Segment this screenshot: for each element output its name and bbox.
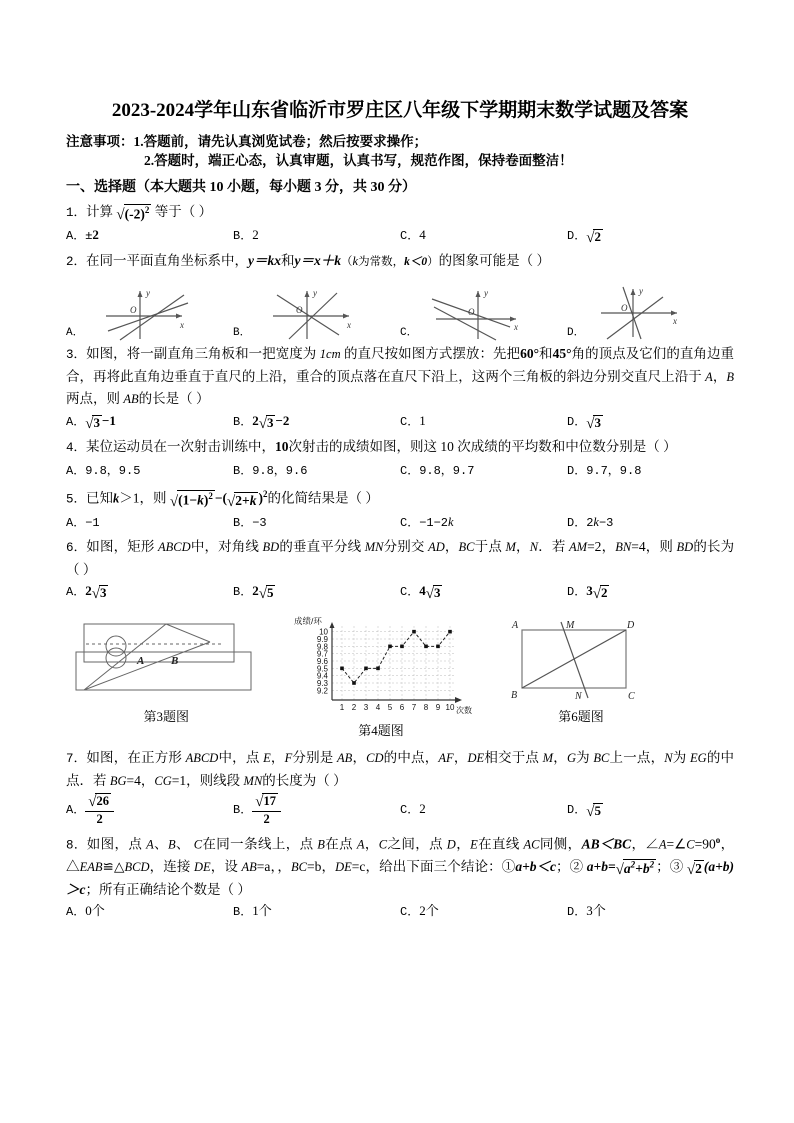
figure-4 (281, 614, 481, 739)
figure-3-label-b: B (170, 654, 178, 667)
q7-option-b[interactable] (233, 792, 400, 828)
q3-option-a[interactable]: A．√3 −1 (66, 413, 116, 432)
q5-radical-2: √2+k (227, 492, 257, 510)
q8-option-d[interactable] (567, 900, 734, 923)
svg-text:9: 9 (435, 702, 441, 712)
question-2-graphs (66, 279, 734, 341)
q7-option-b-label: B． (233, 802, 253, 817)
figure-6-label-a: A (512, 619, 519, 631)
q5-option-d-value: 2k−3 (586, 514, 614, 530)
q8-radical: $√a^2+b^2$ (615, 859, 655, 878)
figure-4-chart (286, 614, 476, 720)
svg-text:6: 6 (399, 702, 405, 712)
q2-graph-a-label: A． (66, 327, 84, 339)
chart-y-axis-label: 成绩/环 (294, 615, 322, 626)
q2-graph-b[interactable] (233, 283, 400, 341)
q8-option-a[interactable] (66, 900, 233, 923)
q3-option-c-value: 1 (419, 413, 426, 428)
q4-option-d[interactable] (567, 459, 734, 482)
q1-option-b-label: B． (233, 229, 253, 243)
q7-option-c-label: C． (400, 802, 420, 817)
q4-option-a-value: 9.8，9.5 (85, 464, 141, 478)
q5-option-a-label: A． (66, 515, 86, 530)
q7-option-c[interactable] (400, 792, 567, 828)
svg-text:x: x (346, 320, 351, 330)
q6-option-a-label: A． (66, 584, 86, 599)
svg-text:1: 1 (339, 702, 345, 712)
svg-text:8: 8 (423, 702, 429, 712)
q3-option-a-label: A． (66, 415, 86, 429)
svg-text:y: y (483, 288, 488, 298)
q1-option-a-label: A． (66, 229, 86, 243)
question-5: 5．已知k＞1，则 $√(1-k)^2 -(√2+k$ )$^2$的化简结果是（ ） (66, 489, 379, 510)
svg-text:O: O (129, 305, 137, 315)
figures-row (66, 614, 734, 739)
svg-text:5: 5 (387, 702, 393, 712)
q8-option-c-value: 2个 (419, 903, 439, 918)
q7-option-a-value: $\frac{√26}{2}$ (85, 793, 114, 826)
svg-text:9.3: 9.3 (316, 678, 328, 688)
svg-text:9.4: 9.4 (316, 671, 328, 681)
q2-graph-a-svg (84, 283, 202, 341)
question-5-number: 5． (66, 492, 87, 507)
q3-option-b-label: B． (233, 415, 253, 429)
q2-graph-d[interactable] (567, 283, 734, 341)
question-4-options (66, 459, 734, 482)
q1-option-d-label: D． (567, 229, 587, 243)
notice-line-1: 注意事项：1.答题前，请先认真浏览试卷；然后按要求操作； (66, 134, 428, 149)
q1-option-c-value: 4 (419, 227, 426, 242)
question-7-options (66, 792, 734, 828)
q3-option-d-value: √3 (586, 415, 601, 432)
q7-option-d-value: √5 (586, 802, 601, 820)
question-7-number: 7． (66, 751, 87, 766)
q8-option-d-label: D． (567, 905, 587, 919)
q2-graph-b-svg (251, 283, 369, 341)
q2-graph-b-label: B． (233, 327, 251, 339)
q6-option-d-value: √2 (592, 584, 608, 602)
q5-option-b-label: B． (233, 515, 253, 530)
q3-option-b[interactable]: B．2√3 −2 (233, 413, 290, 432)
q3-option-d-label: D． (567, 415, 587, 429)
question-6-number: 6． (66, 540, 87, 555)
question-3-options (66, 410, 734, 434)
question-2: 2．在同一平面直角坐标系中，y＝kx和y＝x＋k（k为常数，k＜0）的图象可能是（ ） (66, 253, 550, 269)
q6-option-c-label: C． (400, 584, 420, 599)
svg-text:9.8: 9.8 (316, 641, 328, 651)
q1-option-a-value: ±2 (85, 227, 99, 242)
q3-option-a-value: √3 (85, 415, 100, 432)
q5-option-c[interactable] (400, 511, 567, 534)
svg-text:9.9: 9.9 (316, 634, 328, 644)
q5-option-c-label: C． (400, 515, 420, 530)
q7-option-d-label: D． (567, 802, 587, 817)
svg-text:7: 7 (411, 702, 417, 712)
svg-text:9.5: 9.5 (316, 663, 328, 673)
q1-option-d-radical: √2 (586, 229, 601, 246)
svg-text:9.2: 9.2 (316, 685, 328, 695)
question-1-text-after: 等于（ ） (154, 204, 213, 219)
q6-option-a[interactable]: A．2√3 (66, 582, 107, 602)
figure-6-label-m: M (566, 619, 575, 631)
q2-graph-d-svg (585, 283, 703, 341)
figure-6-label-b: B (511, 689, 518, 701)
q8-option-b[interactable] (233, 900, 400, 923)
q7-option-b-value: $\frac{√17}{2}$ (252, 793, 281, 826)
figure-4-caption: 第4题图 (358, 722, 404, 738)
q2-graph-d-label: D． (567, 327, 585, 339)
question-1-options (66, 224, 734, 248)
question-4-number: 4． (66, 441, 87, 455)
q6-option-a-value: √3 (91, 584, 107, 602)
q4-option-c-value: 9.8，9.7 (419, 464, 475, 478)
question-8-options (66, 900, 734, 923)
question-4: 4．某位运动员在一次射击训练中，10次射击的成绩如图，则这 10 次成绩的平均数和中位数分别是（ ） (66, 439, 677, 455)
q6-option-d[interactable]: D．3√2 (567, 582, 608, 602)
svg-text:4: 4 (375, 702, 381, 712)
q7-option-a[interactable] (66, 792, 233, 828)
svg-text:O: O (295, 305, 303, 315)
q8-option-a-label: A． (66, 905, 86, 919)
q4-option-c[interactable] (400, 459, 567, 482)
q7-option-c-value: 2 (419, 800, 426, 816)
question-5-options (66, 511, 734, 534)
question-3-number: 3． (66, 348, 87, 362)
q8-option-b-label: B． (233, 905, 253, 919)
question-8: 8．如图，点 A、B、 C在同一条线上，点 B在点 A，C之间，点 D，E在直线 AC同侧，AB＜BC，$\angle A=\angle C=90^o$，△EAB≌△BCD，连接 DE，设 AB=a，，BC=b，DE=c，给出下面三个结论：①a+b＜c；② $a+b=√a^2+b^2$ ；③ √2 (a+b)＞c；所有正确结论个数是（ ） (66, 834, 735, 897)
notice-line-2: 2.答题时，端正心态，认真审题，认真书写，规范作图，保持卷面整洁！ (144, 153, 573, 168)
svg-text:O: O (620, 303, 628, 313)
question-2-number: 2． (66, 255, 87, 269)
q7-option-a-label: A． (66, 802, 86, 817)
q2-graph-c-label: C． (400, 327, 418, 339)
question-1-number: 1． (66, 206, 87, 220)
q5-option-b-value: −3 (252, 515, 267, 530)
figure-3 (66, 614, 281, 739)
q4-option-c-label: C． (400, 464, 420, 478)
figure-3-label-a: A (136, 654, 144, 667)
svg-text:x: x (179, 320, 184, 330)
figure-6-svg (496, 614, 666, 706)
q5-option-a[interactable] (66, 511, 233, 534)
q8-option-d-value: 3个 (586, 903, 606, 918)
q6-option-c-value: √3 (425, 584, 441, 602)
svg-text:9.7: 9.7 (316, 649, 328, 659)
q5-radical-1: $√(1-k)^2$ (169, 491, 213, 510)
figure-6-label-n: N (575, 690, 582, 702)
q8-radical-2: √2 (686, 861, 702, 878)
q1-option-a[interactable] (66, 224, 233, 248)
q8-option-c-label: C． (400, 905, 420, 919)
svg-text:y: y (312, 288, 317, 298)
figure-6-label-c: C (628, 690, 635, 702)
q6-option-b[interactable]: B．2√5 (233, 582, 274, 602)
svg-text:3: 3 (363, 702, 369, 712)
page-title: 2023-2024学年山东省临沂市罗庄区八年级下学期期末数学试题及答案 (111, 100, 689, 121)
question-8-number: 8． (66, 838, 87, 852)
svg-text:x: x (672, 316, 677, 326)
q7-option-d[interactable] (567, 792, 734, 828)
q4-option-a-label: A． (66, 464, 86, 478)
q5-option-c-value: −1−2k (419, 514, 454, 530)
q4-option-a[interactable] (66, 459, 233, 482)
q6-option-b-value: √5 (258, 584, 274, 602)
q3-option-d[interactable] (567, 410, 734, 434)
svg-text:10: 10 (445, 702, 455, 712)
q5-option-b[interactable] (233, 511, 400, 534)
q2-graph-c[interactable] (400, 283, 567, 341)
figure-6-label-d: D (627, 619, 635, 631)
q5-option-d[interactable] (567, 511, 734, 534)
q4-option-b-label: B． (233, 464, 253, 478)
q3-option-c-label: C． (400, 415, 420, 429)
chart-x-axis-label: 次数 (456, 705, 472, 715)
figure-6 (481, 614, 681, 739)
question-1 (66, 201, 734, 224)
question-1-text-before: 计算 (86, 204, 114, 219)
q4-option-d-value: 9.7，9.8 (586, 464, 642, 478)
q1-option-c[interactable] (400, 224, 567, 248)
q1-option-b-value: 2 (252, 227, 259, 242)
section-heading: 一、选择题（本大题共 10 小题，每小题 3 分，共 30 分） (66, 180, 416, 195)
svg-text:y: y (638, 286, 643, 296)
question-3: 3．如图，将一副直角三角板和一把宽度为 1cm 的直尺按如图方式摆放：先把60°和45°角的顶点及它们的直角边重合，再将此直角边垂直于直尺的上沿，重合的顶点落在直尺下沿上，这两个三角板的斜边分别交直尺上沿于 A，B两点，则 AB的长是（ ） (66, 346, 735, 406)
q2-graph-c-svg (418, 283, 536, 341)
q5-option-a-value: −1 (85, 515, 100, 530)
question-6-options (66, 580, 734, 604)
svg-text:x: x (513, 322, 518, 332)
figure-3-caption: 第3题图 (143, 708, 190, 724)
q5-option-d-label: D． (567, 515, 587, 530)
q1-option-d[interactable] (567, 224, 734, 248)
q8-option-a-value: 0个 (85, 903, 105, 918)
svg-text:2: 2 (351, 702, 357, 712)
question-6: 6．如图，矩形 ABCD中，对角线 BD的垂直平分线 MN分别交 AD，BC于点 M，N．若 AM=2，BN=4，则 BD的长为（ ） (66, 538, 735, 577)
q1-radical: $√(-2)^2$ (116, 204, 150, 223)
q4-option-b-value: 9.8，9.6 (252, 464, 308, 478)
q6-option-c[interactable]: C．4√3 (400, 582, 441, 602)
svg-text:y: y (145, 288, 150, 298)
notice-block (66, 132, 734, 170)
q1-option-b[interactable] (233, 224, 400, 248)
figure-3-svg (74, 614, 274, 706)
q6-option-b-label: B． (233, 584, 253, 599)
q4-option-b[interactable] (233, 459, 400, 482)
figure-6-caption: 第6题图 (558, 708, 604, 724)
svg-text:9.6: 9.6 (316, 656, 328, 666)
q3-option-c[interactable] (400, 410, 567, 434)
q8-option-c[interactable] (400, 900, 567, 923)
svg-text:10: 10 (319, 627, 328, 637)
q8-option-b-value: 1个 (252, 903, 272, 918)
question-7: 7．如图，在正方形 ABCD中，点 E，F分别是 AB，CD的中点，AF，DE相交于点 M，G为 BC上一点，N为 EG的中点．若 BG=4，CG=1，则线段 MN的长度为（ ） (66, 749, 735, 788)
q2-graph-a[interactable] (66, 283, 233, 341)
q1-option-c-label: C． (400, 229, 420, 243)
svg-text:O: O (467, 307, 475, 317)
q4-option-d-label: D． (567, 464, 587, 478)
q3-option-b-value: √3 (258, 415, 274, 432)
q6-option-d-label: D． (567, 584, 587, 599)
